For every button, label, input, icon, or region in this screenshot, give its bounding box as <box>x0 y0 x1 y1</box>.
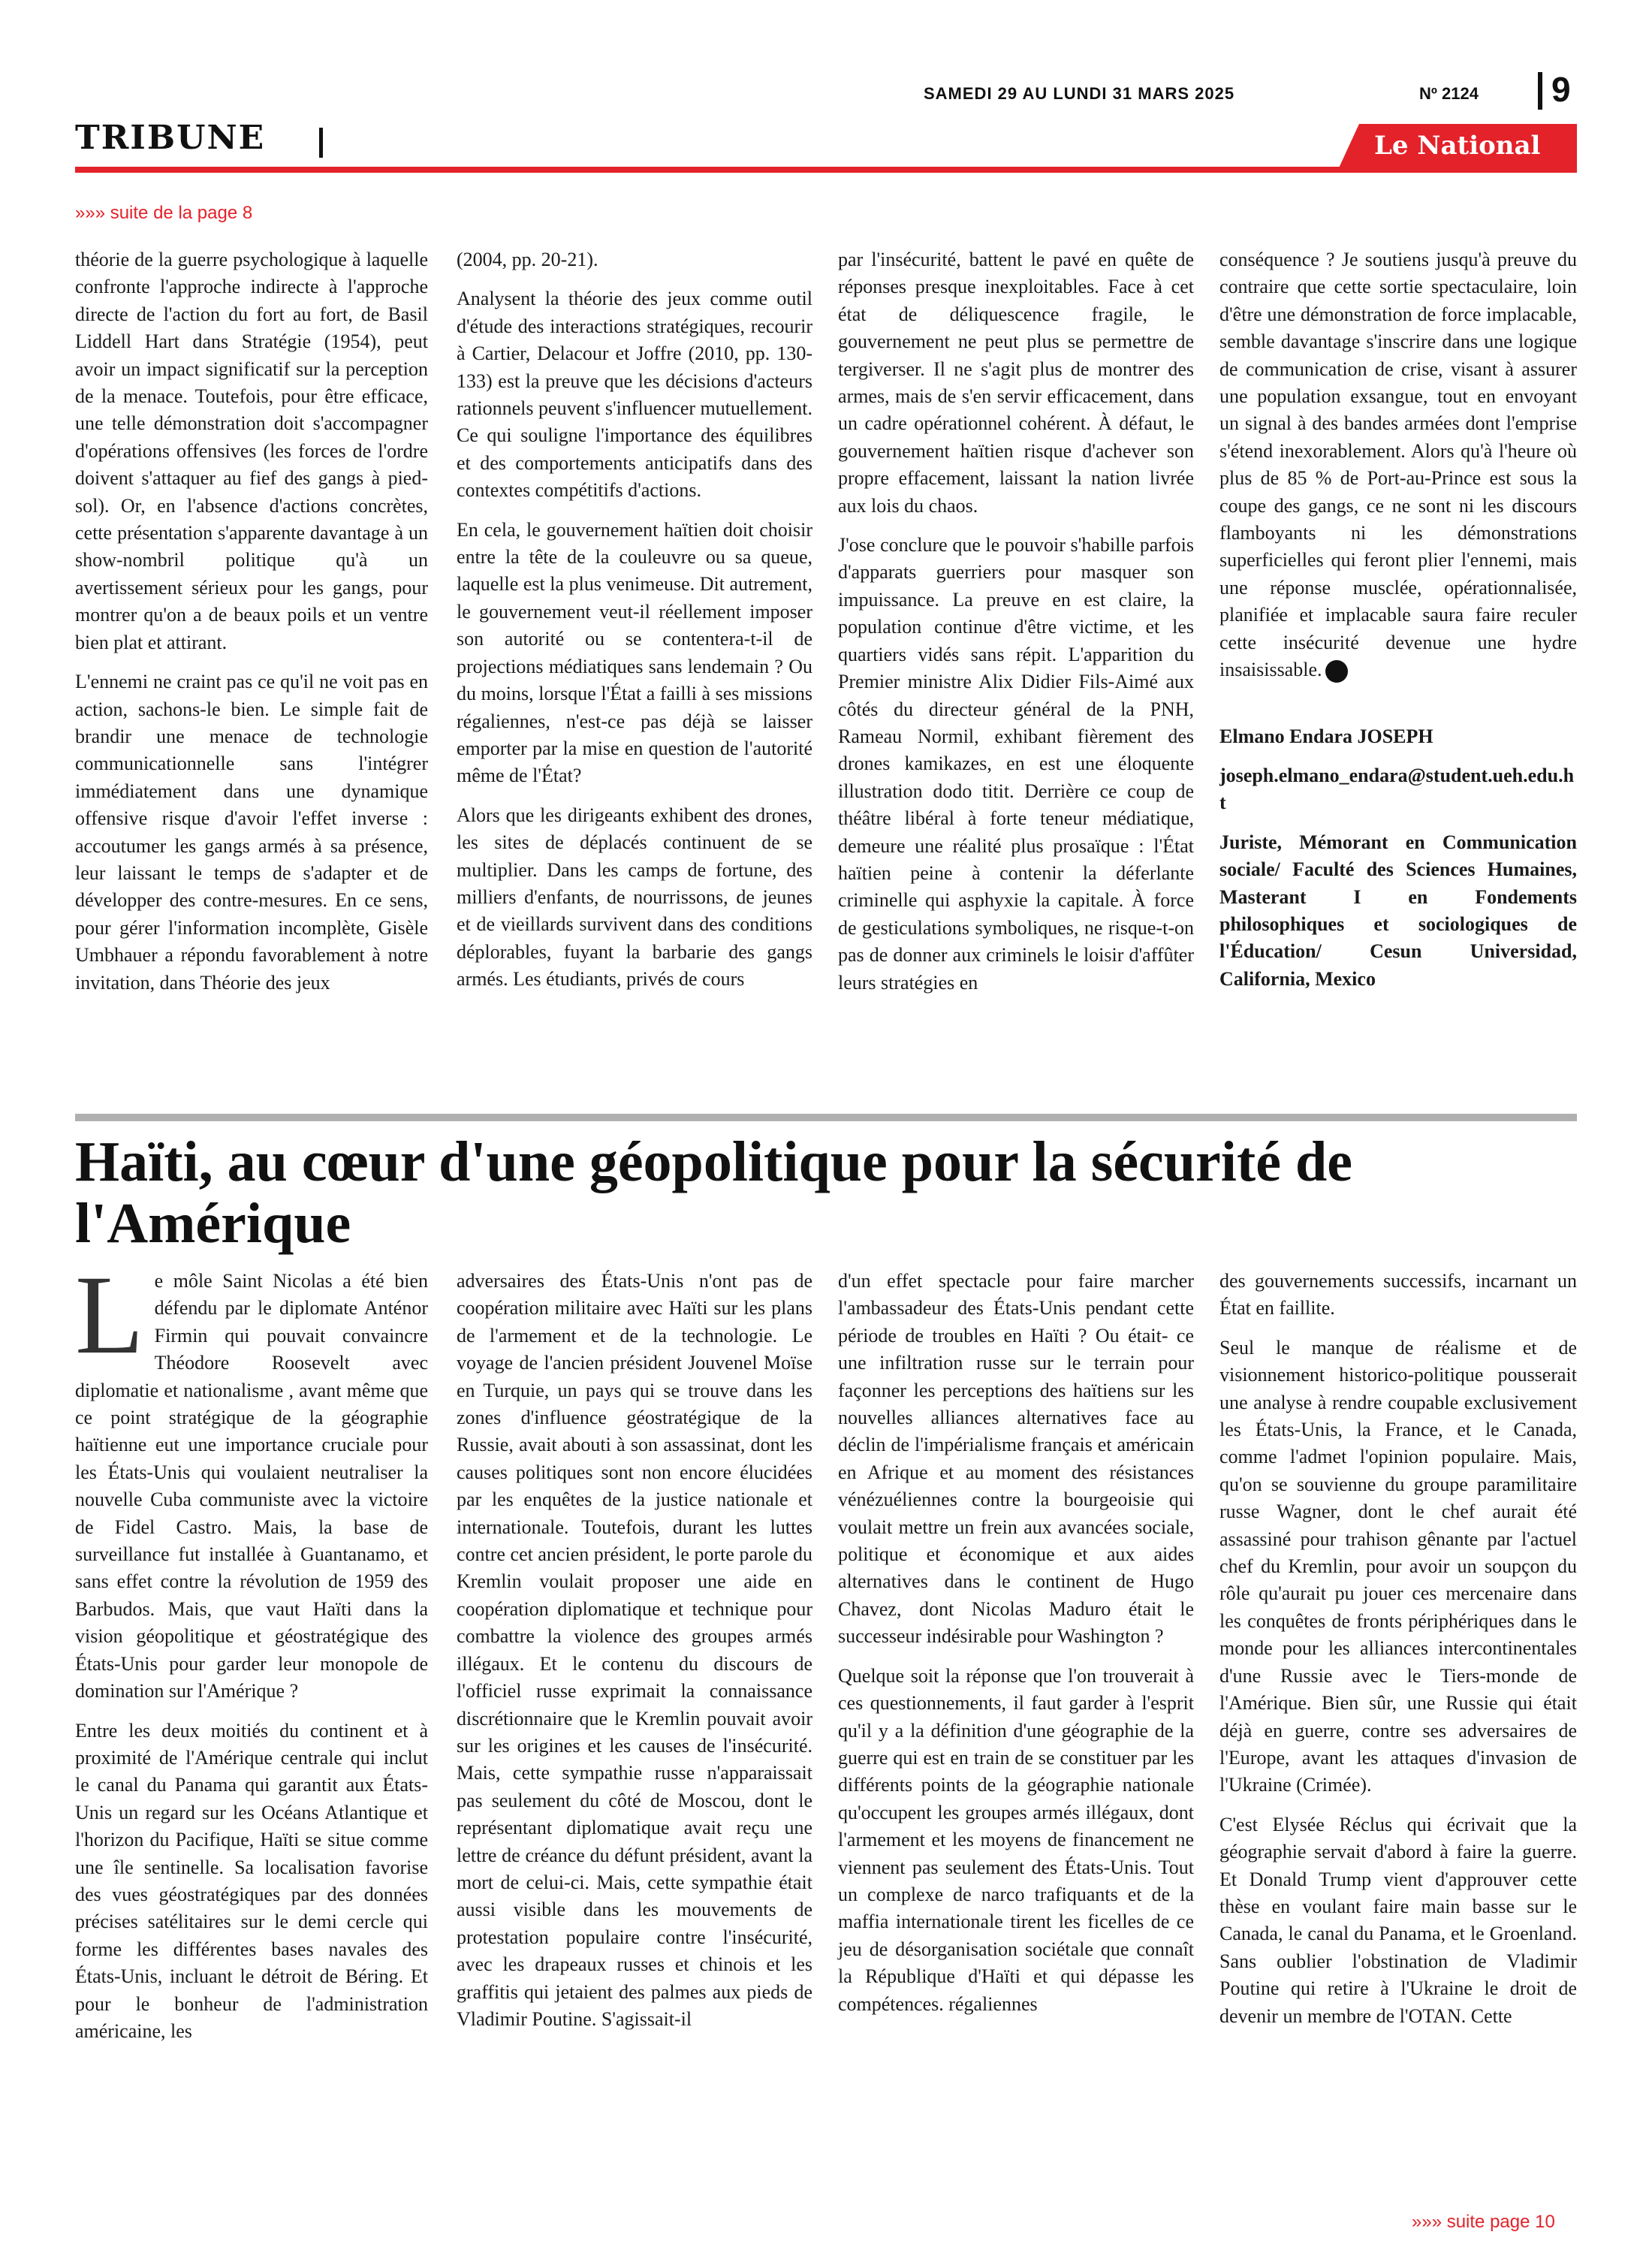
lead-paragraph <box>75 1253 428 1706</box>
continued-from-link[interactable]: »»» suite de la page 8 <box>75 203 253 223</box>
paragraph: des gouvernements successifs, incarnant un État en faillite. <box>1219 1270 1577 1320</box>
article-column-1 <box>75 1253 428 2057</box>
paragraph: Seul le manque de réalisme et de visionnement historico-politique pousserait une analyse à rendre coupable exclusivement les États-Unis, la France, et le Canada, comme l'admet l'opinion populaire. Mais, qu'on se souvienne du groupe paramilitaire russe Wagner, dont le chef aurait été assassiné pour trahison gênante par l'actuel chef du Kremlin, pour avoir un soupçon du rôle qu'aurait pu jouer ces mercenaire dans les conquêtes de fronts périphériques dans le monde pour les alliances intercontinentales d'une Russie avec le Tiers-monde de l'Amérique. Bien sûr, une Russie qui était déjà en guerre, contre ses adversaires de l'Europe, avant les attaques d'invasion de l'Ukraine (Crimée). <box>1219 1336 1577 1796</box>
paragraph: Entre les deux moitiés du continent et à proximité de l'Amérique centrale qui inclut le canal du Panama qui garantit aux États-Unis un regard sur les Océans Atlantique et l'horizon du Pacifique, Haïti se situe comme une île sentinelle. Sa localisation favorise des vues géostratégiques par des données précises satélitaires sur le demi cercle qui forme les différentes bases navales des États-Unis, incluant le détroit de Béring. Et pour le bonheur de l'administration américaine, les <box>75 1719 428 2042</box>
section-title: TRIBUNE <box>75 119 266 157</box>
tribune-column-2 <box>457 246 812 1006</box>
article-column-3 <box>838 1268 1194 2030</box>
drop-cap: L <box>75 1253 144 1377</box>
brand-name: Le National <box>1374 131 1541 161</box>
article-headline: Haïti, au cœur d'une géopolitique pour la sécurité de l'Amérique <box>75 1130 1352 1255</box>
article-end-icon <box>1325 660 1348 683</box>
author-bio: Juriste, Mémorant en Communication sociale/ Faculté des Sciences Humaines, Masterant I en Fondements philosophiques et sociologiques de l'Éducation/ Cesun Universidad, California, Mexico <box>1219 831 1577 990</box>
paragraph: J'ose conclure que le pouvoir s'habille parfois d'apparats guerriers pour masquer son impuissance. La preuve en est claire, la population continue d'être victime, et les quartiers vidés sans répit. L'apparition du Premier ministre Alix Didier Fils-Aimé aux côtés du directeur général de la PNH, Rameau Normil, exhibant fièrement des drones kamikazes, en est une éloquente illustration dodo titit. Derrière ce coup de théâtre libéral à forte teneur médiatique, demeure une réalité plus prosaïque : l'État haïtien peine à contenir la déferlante criminelle qui asphyxie la capitale. À force de gesticulations symboliques, ne risque-t-on pas de donner aux criminels le loisir d'affûter leurs stratégies en <box>838 534 1194 994</box>
continued-to-link[interactable]: »»» suite page 10 <box>1412 2212 1555 2232</box>
paragraph: d'un effet spectacle pour faire marcher l'ambassadeur des États-Unis pendant cette période de troubles en Haïti ? Ou était- ce une infiltration russe sur le terrain pour façonner les perceptions des haïtiens sur les nouvelles alliances alternatives face au déclin de l'impérialisme français et américain en Afrique et au moment des résistances vénézuéliennes contre la bourgeoisie qui voulait mettre un frein aux avancées sociale, politique et économique et aux aides alternatives dans le continent de Hugo Chavez, dont Nicolas Maduro était le successeur indésirable pour Washington ? <box>838 1270 1194 1648</box>
issue-date: SAMEDI 29 AU LUNDI 31 MARS 2025 <box>924 84 1235 103</box>
article-column-2 <box>457 1268 812 2045</box>
paragraph: Analysent la théorie des jeux comme outil d'étude des interactions stratégiques, recourir à Cartier, Delacour et Joffre (2010, pp. 130-133) est la preuve que les décisions d'acteurs rationnels peuvent s'influencer mutuellement. Ce qui souligne l'importance des équilibres et des comportements anticipatifs dans des contextes compétitifs d'actions. <box>457 288 812 502</box>
paragraph: Alors que les dirigeants exhibent des drones, les sites de déplacés continuent de se multiplier. Dans les camps de fortune, des milliers d'enfants, de nourrissons, de jeunes et de vieillards survivent dans des conditions déplorables, fuyant la barbarie des gangs armés. Les étudiants, privés de cours <box>457 804 812 991</box>
paragraph: Quelque soit la réponse que l'on trouverait à ces questionnements, il faut garder à l'esprit qu'il y a la définition d'une géographie de la guerre qui est en train de se constituer par les différents points de la géographie nationale qu'occupent les groupes armés illégaux, dont l'armement et les moyens de financement ne viennent pas seulement des États-Unis. Tout un complexe de narco trafiquants et de la maffia internationale tirent les ficelles de ce jeu de désorganisation sociétale que connaît la République d'Haïti et qui dépasse les compétences. régaliennes <box>838 1664 1194 2015</box>
paragraph: par l'insécurité, battent le pavé en quête de réponses presque inexploitables. Face à cet état de déliquescence fragile, le gouvernement ne peut plus se permettre de tergiverser. Il ne s'agit plus de montrer des armes, mais de s'en servir efficacement, dans un cadre opérationnel cohérent. À défaut, le gouvernement haïtien risque d'achever son propre effacement, laissant la nation livrée aux lois du chaos. <box>838 249 1194 517</box>
paragraph: théorie de la guerre psychologique à laquelle confronte l'approche indirecte à l'approche directe de l'action du fort au fort, de Basil Liddell Hart dans Stratégie (1954), peut avoir un impact significatif sur la perception de la menace. Toutefois, pour être efficace, une telle démonstration doit s'accompagner d'opérations offensives (les forces de l'ordre doivent s'attaquer au fief des gangs à pied-sol). Or, en l'absence d'actions concrètes, cette présentation s'apparente davantage à un show-nombril politique qu'à un avertissement sérieux pour les gangs, pour montrer qu'on a de beaux poils et un ventre bien plat et attirant. <box>75 249 428 653</box>
paragraph-with-end-mark <box>1219 246 1577 684</box>
lead-text: e môle Saint Nicolas a été bien défendu par le diplomate Anténor Firmin qui pouvait convaincre Théodore Roosevelt avec diplomatie et nationalisme , avant même que ce point stratégique de la géographie haïtienne eut une importance cruciale pour les États-Unis qui voulaient neutraliser la nouvelle Cuba communiste avec la victoire de Fidel Castro. Mais, la base de surveillance fut installée à Guantanamo, et sans effet contre la révolution de 1959 des Barbudos. Mais, que vaut Haïti dans la vision géopolitique et géostratégique des États-Unis pour garder leur monopole de domination sur l'Amérique ? <box>75 1270 428 1703</box>
paragraph: En cela, le gouvernement haïtien doit choisir entre la tête de la couleuvre ou sa queue, laquelle est la plus venimeuse. Dit autrement, le gouvernement veut-il réellement imposer son autorité ou se contentera-t-il de projections médiatiques sans lendemain ? Ou du moins, lorsque l'État a failli à ses missions régaliennes, n'est-ce pas déjà se laisser emporter par la mise en question de l'autorité même de l'État? <box>457 518 812 787</box>
paragraph: (2004, pp. 20-21). <box>457 249 598 270</box>
tribune-column-1 <box>75 246 428 1009</box>
page-number-divider <box>1538 72 1542 110</box>
author-email[interactable]: joseph.elmano_endara@student.ueh.edu.ht <box>1219 764 1575 814</box>
paragraph: L'ennemi ne craint pas ce qu'il ne voit pas en action, sachons-le bien. Le simple fait de brandir une menace de technologie communicationnelle sans l'intégrer immédiatement dans une dynamique offensive risque d'avoir l'effet inverse : accoutumer les gangs armés à sa présence, leur laissant le temps de s'adapter et de développer des contre-mesures. En ce sens, pour gérer l'information incomplète, Gisèle Umbhauer a répondu favorablement à notre invitation, dans Théorie des jeux <box>75 671 428 994</box>
page-number: 9 <box>1551 70 1571 109</box>
author-name: Elmano Endara JOSEPH <box>1219 725 1433 747</box>
section-divider <box>319 128 323 158</box>
tribune-column-4 <box>1219 246 1577 1005</box>
tribune-column-3 <box>838 246 1194 1009</box>
issue-number: Nº 2124 <box>1419 84 1479 103</box>
paragraph: adversaires des États-Unis n'ont pas de coopération militaire avec Haïti sur les plans de l'armement et de la technologie. Le voyage de l'ancien président Jouvenel Moïse en Turquie, un pays qui se trouve dans les zones d'influence géostratégique de la Russie, avait abouti à son assassinat, dont les causes politiques sont non encore élucidées par les enquêtes de la justice nationale et internationale. Toutefois, durant les luttes contre cet ancien président, le porte parole du Kremlin voulait proposer une aide en coopération diplomatique et technique pour combattre la violence des groupes armés illégaux. Et le contenu du discours de l'officiel russe exprimait la connaissance discrétionnaire que le Kremlin pouvait avoir sur les origines et les causes de l'insécurité. Mais, cette sympathie russe n'apparaissait pas seulement du côté de Moscou, dont le représentant diplomatique avait reçu une lettre de créance du défunt président, avant la mort de celui-ci. Mais, cette sympathie était aussi visible dans les mouvements de protestation populaire contre l'insécurité, avec les drapeaux russes et chinois et les graffitis qui jetaient des palmes aux pieds de Vladimir Poutine. S'agissait-il <box>457 1270 812 2030</box>
paragraph-text: conséquence ? Je soutiens jusqu'à preuve du contraire que cette sortie spectaculaire, loin d'être une démonstration de force implacable, semble davantage s'inscrire dans une logique de communication de crise, visant à assurer une population exsangue, tout en envoyant un signal à des bandes armées dont l'emprise s'étend inexorablement. Alors qu'à l'heure où plus de 85 % de Port-au-Prince est sous la coupe des gangs, ce ne sont ni les discours flamboyants ni les démonstrations superficielles qui feront plier l'ennemi, mais une réponse musclée, opérationnalisée, planifiée et implacable saura faire reculer cette insécurité devenue une hydre insaisissable. <box>1219 249 1577 681</box>
article-separator <box>75 1114 1577 1121</box>
article-column-4 <box>1219 1268 1577 2042</box>
paragraph: C'est Elysée Réclus qui écrivait que la géographie servait d'abord à faire la guerre. Et Donald Trump vient d'approuver cette thèse en voulant faire main basse sur le Canada, le canal du Panama, et le Groenland. Sans oublier l'obstination de Vladimir Poutine qui retire à l'Ukraine le droit de devenir un membre de l'OTAN. Cette <box>1219 1813 1577 2027</box>
